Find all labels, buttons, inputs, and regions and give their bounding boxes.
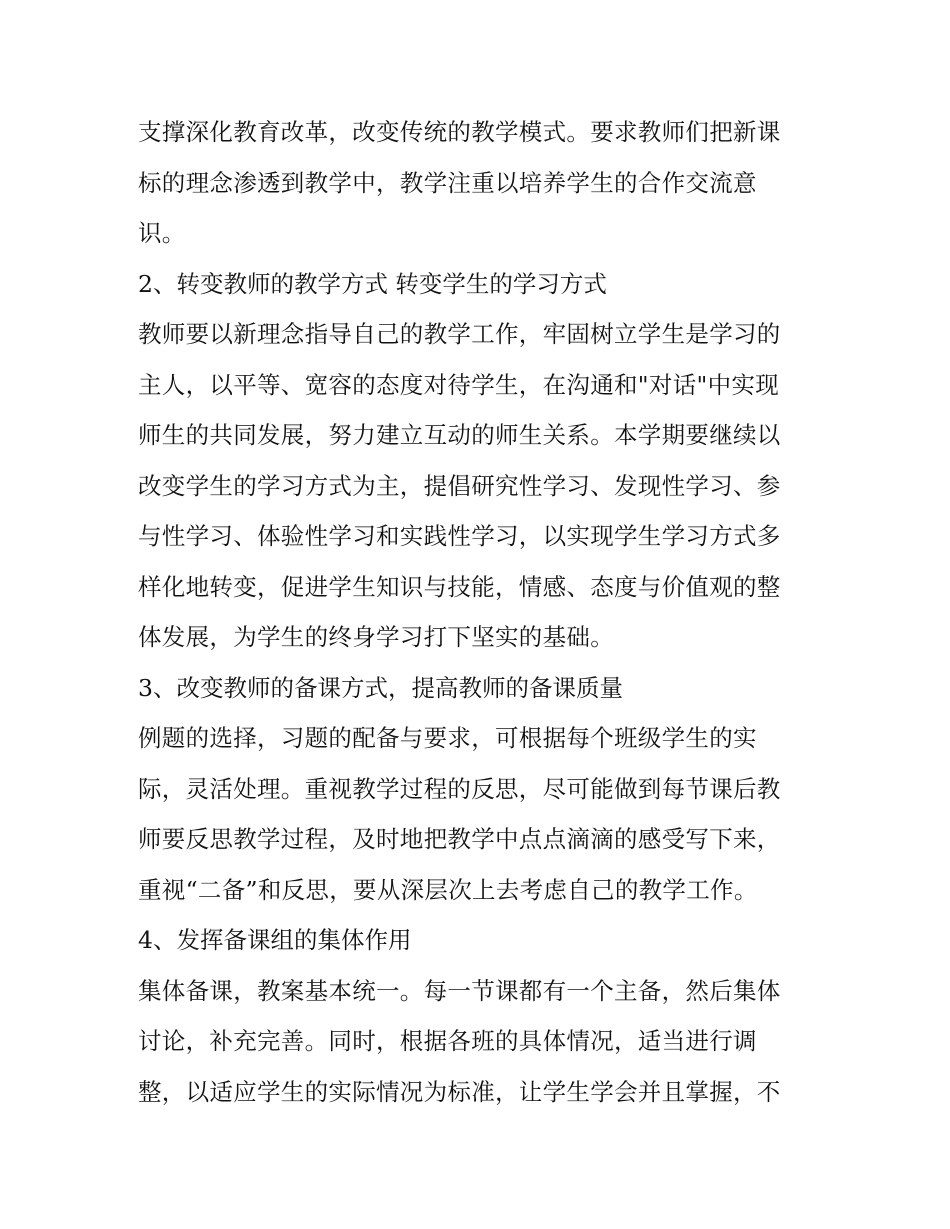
body-text-line: 主人，以平等、宽容的态度对待学生，在沟通和"对话"中实现 xyxy=(138,370,780,399)
section-heading-3: 3、改变教师的备课方式，提高教师的备课质量 xyxy=(138,673,623,702)
body-text-line: 支撑深化教育改革，改变传统的教学模式。要求教师们把新课 xyxy=(138,118,781,146)
section-heading-2: 2、转变教师的教学方式 转变学生的学习方式 xyxy=(138,269,607,298)
body-text-line: 师要反思教学过程，及时地把教学中点点滴滴的感受写下来， xyxy=(138,825,781,853)
section-heading-4: 4、发挥备课组的集体作用 xyxy=(138,926,412,954)
body-text-line: 与性学习、体验性学习和实践性学习，以实现学生学习方式多 xyxy=(138,522,781,550)
body-text-line: 改变学生的学习方式为主，提倡研究性学习、发现性学习、参 xyxy=(138,471,781,500)
body-text-line: 识。 xyxy=(138,219,186,247)
body-text-line: 重视“二备”和反思，要从深层次上去考虑自己的教学工作。 xyxy=(138,875,758,904)
body-text-line: 师生的共同发展，努力建立互动的师生关系。本学期要继续以 xyxy=(138,421,781,449)
body-text-line: 整，以适应学生的实际情况为标准，让学生学会并且掌握，不 xyxy=(138,1077,781,1106)
body-text-line: 样化地转变，促进学生知识与技能，情感、态度与价值观的整 xyxy=(138,572,781,601)
body-text-line: 例题的选择，习题的配备与要求，可根据每个班级学生的实 xyxy=(138,724,757,752)
body-text-line: 集体备课，教案基本统一。每一节课都有一个主备，然后集体 xyxy=(138,976,781,1005)
body-text-line: 教师要以新理念指导自己的教学工作，牢固树立学生是学习的 xyxy=(138,320,781,348)
body-text-line: 标的理念渗透到教学中，教学注重以培养学生的合作交流意 xyxy=(138,168,757,197)
document-body xyxy=(138,107,818,1117)
body-text-line: 际，灵活处理。重视教学过程的反思，尽可能做到每节课后教 xyxy=(138,774,781,803)
body-text-line: 讨论，补充完善。同时，根据各班的具体情况，适当进行调 xyxy=(138,1027,757,1055)
body-text-line: 体发展，为学生的终身学习打下坚实的基础。 xyxy=(138,623,614,651)
